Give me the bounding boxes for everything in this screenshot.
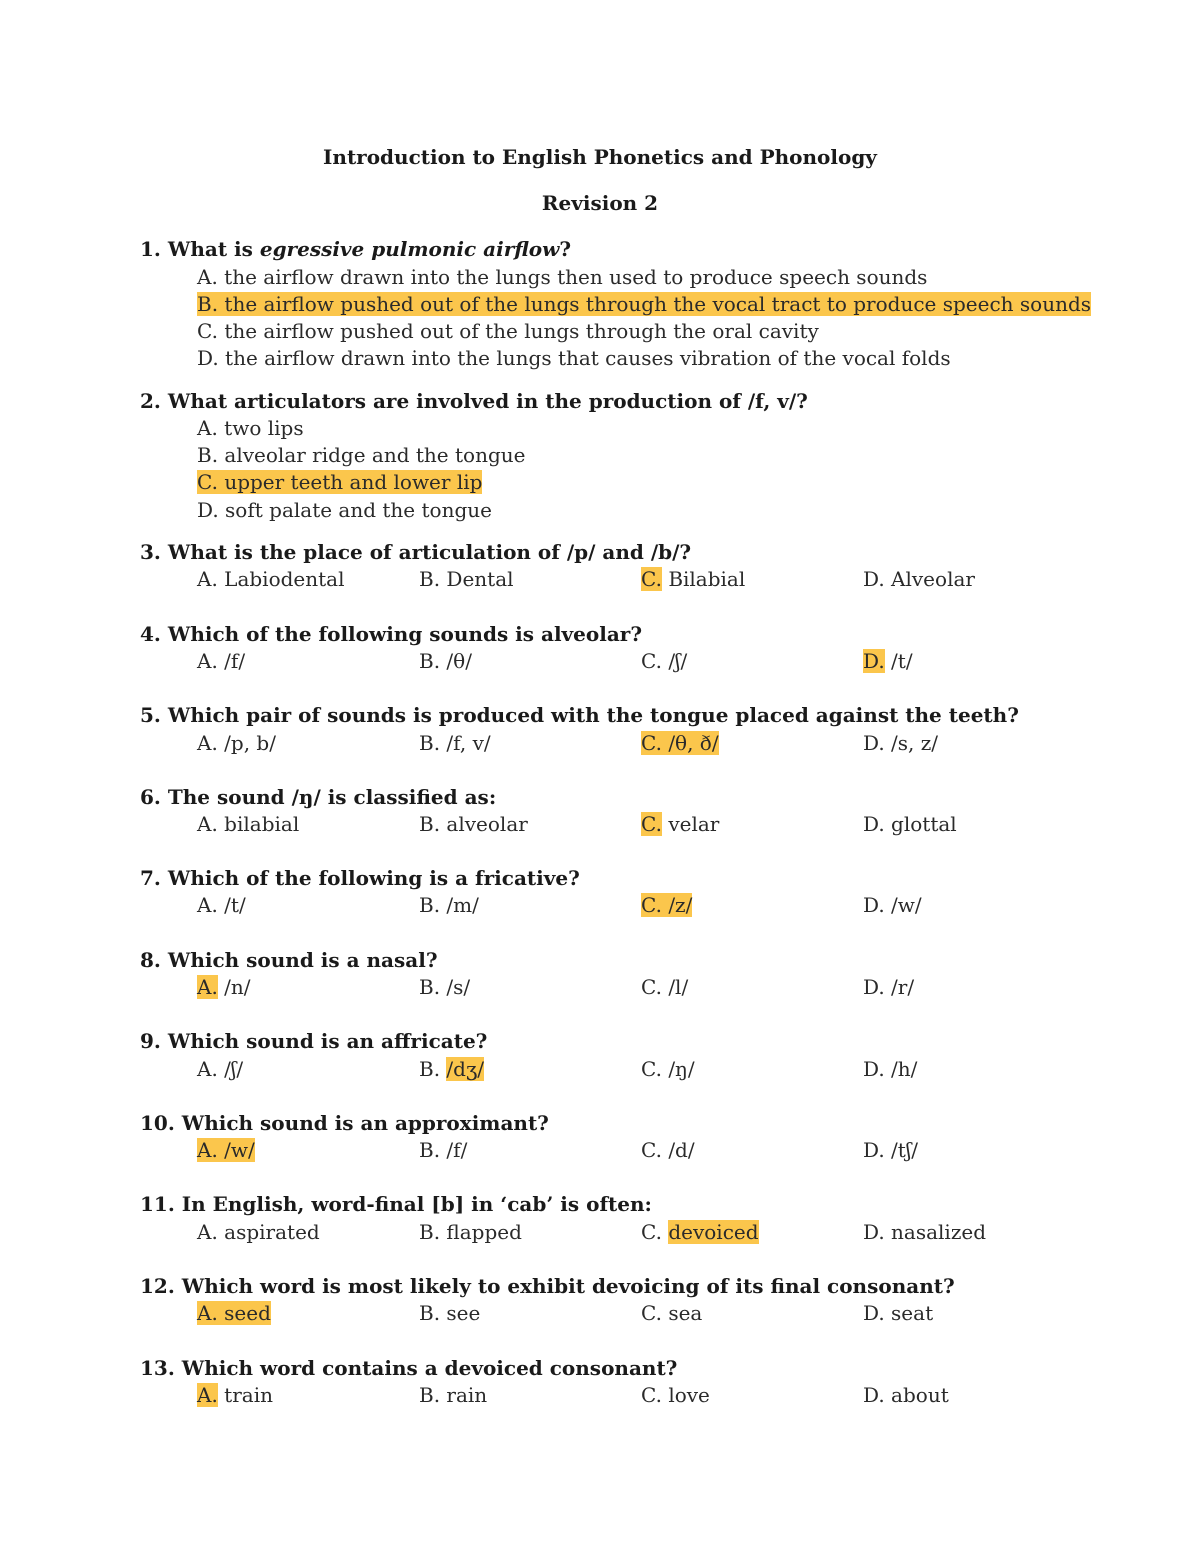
option-letter: D. — [863, 1383, 885, 1407]
option-text: about — [891, 1383, 949, 1407]
question-text: In English, word-final [b] in ‘cab’ is often: — [181, 1192, 652, 1216]
option-letter: D. — [863, 812, 885, 836]
question-9 — [140, 1029, 1180, 1053]
option-text: /p, b/ — [224, 731, 276, 755]
q6-option-d — [863, 812, 957, 836]
option-text: train — [224, 1383, 273, 1407]
question-6 — [140, 785, 1180, 809]
option-letter: D. — [863, 1301, 885, 1325]
option-text: /f/ — [224, 649, 246, 673]
question-number: 9. — [140, 1029, 161, 1053]
question-1 — [140, 237, 1180, 261]
q10-option-d — [863, 1138, 918, 1162]
q12-option-b — [419, 1301, 480, 1325]
option-letter: C. — [641, 975, 662, 999]
option-text: flapped — [446, 1220, 522, 1244]
option-letter: D. — [197, 346, 219, 370]
option-letter: C. — [641, 893, 662, 917]
option-text: /d/ — [668, 1138, 695, 1162]
q10-option-b — [419, 1138, 467, 1162]
question-text: Which sound is a nasal? — [167, 948, 438, 972]
option-letter-highlighted: A. — [197, 975, 218, 999]
question-text-post: ? — [559, 237, 572, 261]
q5-option-c-highlighted — [641, 731, 719, 755]
q11-option-d — [863, 1220, 986, 1244]
option-text: Alveolar — [891, 567, 975, 591]
option-letter: C. — [641, 1383, 662, 1407]
option-letter: D. — [863, 567, 885, 591]
q7-option-b — [419, 893, 479, 917]
option-letter: D. — [863, 1057, 885, 1081]
question-3 — [140, 540, 1180, 564]
q7-option-a — [197, 893, 246, 917]
q12-option-a-highlighted — [197, 1301, 271, 1325]
option-letter: A. — [197, 731, 218, 755]
q7-option-c-highlighted — [641, 893, 692, 917]
option-letter: B. — [419, 567, 441, 591]
question-5 — [140, 703, 1180, 727]
q13-option-d — [863, 1383, 949, 1407]
q7-option-d — [863, 893, 922, 917]
option-text: Dental — [446, 567, 514, 591]
option-letter: D. — [863, 731, 885, 755]
question-text: What is the place of articulation of /p/ and /b/? — [167, 540, 692, 564]
option-text: /ʃ/ — [668, 649, 688, 673]
option-letter-highlighted: C. — [641, 812, 662, 836]
q9-option-b — [419, 1057, 484, 1081]
option-letter: A. — [197, 265, 218, 289]
option-letter: B. — [419, 1057, 441, 1081]
option-text: /r/ — [891, 975, 915, 999]
option-text: /w/ — [891, 893, 922, 917]
question-8 — [140, 948, 1180, 972]
q2-option-b — [197, 443, 525, 467]
option-letter: B. — [197, 292, 219, 316]
option-letter: B. — [419, 812, 441, 836]
option-text: /t/ — [891, 649, 913, 673]
option-letter: C. — [641, 1138, 662, 1162]
option-letter-highlighted: D. — [863, 649, 885, 673]
option-text: velar — [668, 812, 720, 836]
option-letter: B. — [419, 1383, 441, 1407]
option-text: /l/ — [668, 975, 689, 999]
question-text-emphasis: egressive pulmonic airflow — [259, 237, 560, 261]
option-text: aspirated — [224, 1220, 320, 1244]
q5-option-d — [863, 731, 938, 755]
question-13 — [140, 1356, 1180, 1380]
question-number: 1. — [140, 237, 161, 261]
option-text: /θ, ð/ — [668, 731, 719, 755]
q1-option-d — [197, 346, 951, 370]
question-text: Which pair of sounds is produced with the tongue placed against the teeth? — [167, 703, 1019, 727]
q4-option-a — [197, 649, 245, 673]
option-letter: C. — [197, 319, 218, 343]
q6-option-b — [419, 812, 528, 836]
q3-option-a — [197, 567, 345, 591]
option-text: bilabial — [224, 812, 300, 836]
option-letter: B. — [197, 443, 219, 467]
q8-option-d — [863, 975, 914, 999]
option-text: alveolar ridge and the tongue — [224, 443, 526, 467]
option-letter: A. — [197, 1057, 218, 1081]
option-letter: B. — [419, 975, 441, 999]
option-letter: D. — [197, 498, 219, 522]
q1-option-a — [197, 265, 927, 289]
q1-option-c — [197, 319, 819, 343]
question-number: 3. — [140, 540, 161, 564]
option-text: the airflow pushed out of the lungs through the oral cavity — [224, 319, 819, 343]
question-4 — [140, 622, 1180, 646]
question-number: 5. — [140, 703, 161, 727]
question-text: Which sound is an affricate? — [167, 1029, 488, 1053]
option-letter-highlighted: A. — [197, 1383, 218, 1407]
question-10 — [140, 1111, 1180, 1135]
q8-option-c — [641, 975, 688, 999]
option-text: /t/ — [224, 893, 246, 917]
q10-option-c — [641, 1138, 695, 1162]
option-letter: B. — [419, 1220, 441, 1244]
q11-option-b — [419, 1220, 522, 1244]
option-text: Bilabial — [668, 567, 746, 591]
option-text: /θ/ — [446, 649, 472, 673]
option-text: the airflow pushed out of the lungs through the vocal tract to produce speech sounds — [224, 292, 1092, 316]
q3-option-b — [419, 567, 514, 591]
option-letter: B. — [419, 731, 441, 755]
option-letter: A. — [197, 893, 218, 917]
option-text: /f/ — [446, 1138, 468, 1162]
option-letter: C. — [641, 649, 662, 673]
option-text: rain — [446, 1383, 488, 1407]
q2-option-d — [197, 498, 492, 522]
option-text: /ŋ/ — [668, 1057, 695, 1081]
option-text: glottal — [891, 812, 957, 836]
option-letter-highlighted: C. — [641, 567, 662, 591]
question-number: 8. — [140, 948, 161, 972]
q3-option-c — [641, 567, 745, 591]
option-text: seed — [224, 1301, 271, 1325]
q4-option-d — [863, 649, 913, 673]
option-text-highlighted: /dʒ/ — [446, 1057, 484, 1081]
option-text-highlighted: devoiced — [668, 1220, 759, 1244]
option-letter: C. — [197, 470, 218, 494]
option-text: /f, v/ — [446, 731, 491, 755]
q4-option-b — [419, 649, 472, 673]
option-text: /z/ — [668, 893, 693, 917]
question-11 — [140, 1192, 1180, 1216]
option-letter: A. — [197, 812, 218, 836]
q11-option-c — [641, 1220, 759, 1244]
question-12 — [140, 1274, 1180, 1298]
option-text: the airflow drawn into the lungs then used to produce speech sounds — [224, 265, 928, 289]
question-number: 6. — [140, 785, 161, 809]
question-text: What articulators are involved in the production of /f, v/? — [167, 389, 808, 413]
option-text: /tʃ/ — [891, 1138, 918, 1162]
option-letter: B. — [419, 893, 441, 917]
option-text: /s/ — [446, 975, 471, 999]
q3-option-d — [863, 567, 975, 591]
q12-option-c — [641, 1301, 702, 1325]
option-letter: D. — [863, 975, 885, 999]
q8-option-a — [197, 975, 251, 999]
page-subtitle: Revision 2 — [541, 191, 659, 215]
question-number: 12. — [140, 1274, 175, 1298]
option-text: /h/ — [891, 1057, 918, 1081]
option-letter: A. — [197, 567, 218, 591]
question-number: 2. — [140, 389, 161, 413]
page-title: Introduction to English Phonetics and Phonology — [323, 145, 877, 169]
question-text: Which sound is an approximant? — [181, 1111, 549, 1135]
option-letter: B. — [419, 1301, 441, 1325]
q1-option-b-highlighted — [197, 292, 1091, 316]
option-text: love — [668, 1383, 710, 1407]
q2-option-a — [197, 416, 304, 440]
q13-option-a — [197, 1383, 273, 1407]
option-text: two lips — [224, 416, 304, 440]
option-text: Labiodental — [224, 567, 345, 591]
question-number: 10. — [140, 1111, 175, 1135]
option-letter: D. — [863, 1138, 885, 1162]
question-number: 4. — [140, 622, 161, 646]
q11-option-a — [197, 1220, 320, 1244]
option-letter: C. — [641, 731, 662, 755]
question-number: 13. — [140, 1356, 175, 1380]
question-text: Which word contains a devoiced consonant? — [181, 1356, 678, 1380]
q5-option-b — [419, 731, 491, 755]
option-text: /s, z/ — [891, 731, 939, 755]
q13-option-b — [419, 1383, 487, 1407]
option-text: soft palate and the tongue — [225, 498, 492, 522]
question-2 — [140, 389, 1180, 413]
option-letter: A. — [197, 1301, 218, 1325]
option-text: /m/ — [446, 893, 479, 917]
option-text: seat — [891, 1301, 934, 1325]
q6-option-a — [197, 812, 299, 836]
question-text: Which word is most likely to exhibit devoicing of its final consonant? — [181, 1274, 955, 1298]
q9-option-d — [863, 1057, 917, 1081]
q10-option-a-highlighted — [197, 1138, 255, 1162]
option-letter: A. — [197, 416, 218, 440]
question-number: 7. — [140, 866, 161, 890]
option-letter: A. — [197, 1138, 218, 1162]
option-letter: A. — [197, 1220, 218, 1244]
option-letter: C. — [641, 1301, 662, 1325]
option-letter: D. — [863, 1220, 885, 1244]
option-text: upper teeth and lower lip — [224, 470, 483, 494]
option-letter: D. — [863, 893, 885, 917]
option-letter: C. — [641, 1220, 662, 1244]
question-7 — [140, 866, 1180, 890]
option-letter: B. — [419, 1138, 441, 1162]
q8-option-b — [419, 975, 470, 999]
q4-option-c — [641, 649, 687, 673]
q2-option-c-highlighted — [197, 470, 482, 494]
option-text: /n/ — [224, 975, 251, 999]
q5-option-a — [197, 731, 276, 755]
option-text: alveolar — [446, 812, 528, 836]
option-letter: C. — [641, 1057, 662, 1081]
q9-option-c — [641, 1057, 695, 1081]
q9-option-a — [197, 1057, 243, 1081]
q6-option-c — [641, 812, 719, 836]
option-letter: A. — [197, 649, 218, 673]
option-text: the airflow drawn into the lungs that causes vibration of the vocal folds — [225, 346, 951, 370]
option-letter: B. — [419, 649, 441, 673]
question-text: Which of the following is a fricative? — [167, 866, 580, 890]
option-text: /w/ — [224, 1138, 255, 1162]
option-text: /ʃ/ — [224, 1057, 244, 1081]
option-text: see — [446, 1301, 481, 1325]
q12-option-d — [863, 1301, 933, 1325]
question-text-pre: What is — [167, 237, 260, 261]
question-text: The sound /ŋ/ is classified as: — [167, 785, 497, 809]
q13-option-c — [641, 1383, 710, 1407]
option-text: nasalized — [891, 1220, 987, 1244]
question-number: 11. — [140, 1192, 175, 1216]
option-text: sea — [668, 1301, 703, 1325]
question-text: Which of the following sounds is alveolar? — [167, 622, 643, 646]
